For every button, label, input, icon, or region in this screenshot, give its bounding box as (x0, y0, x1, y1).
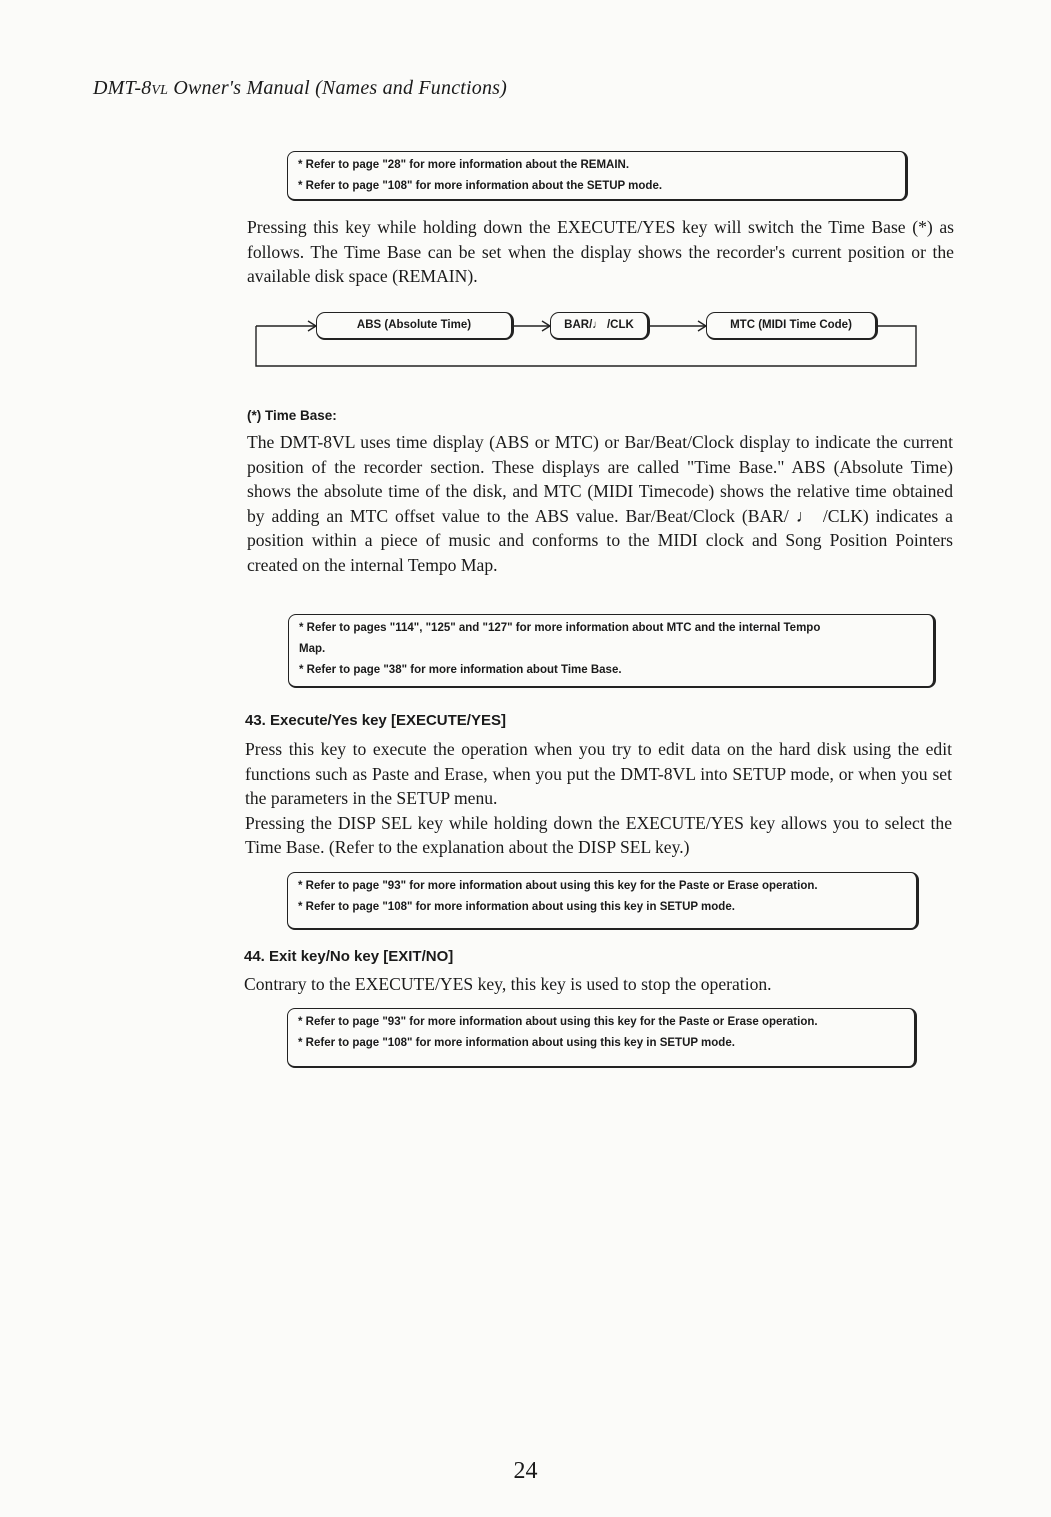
flow-box-bar-clk: BAR/♩ /CLK (550, 312, 650, 340)
page-header: DMT-8VL Owner's Manual (Names and Functions) (93, 77, 508, 99)
note-line: Map. (299, 643, 326, 655)
time-base-heading: (*) Time Base: (247, 408, 337, 423)
note-line: * Refer to page "38" for more information about Time Base. (299, 664, 622, 676)
note-line: * Refer to page "28" for more information about the REMAIN. (298, 159, 630, 171)
flow-box-abs: ABS (Absolute Time) (316, 312, 514, 340)
note-remain-setup (287, 151, 908, 201)
page-number: 24 (513, 1458, 538, 1484)
time-base-paragraph: The DMT-8VL uses time display (ABS or MTC) or Bar/Beat/Clock display to indicate the current position of the recorder section. These displays are called "Time Base." ABS (Absolute Time) shows the absolute time of the disk, and MTC (MIDI Timecode) shows the relative time obtained by adding an MTC offset value to the ABS value. Bar/Beat/Clock (BAR/ ♩ /CLK) indicates a position within a piece of music and conforms to the MIDI clock and Song Position Pointers created on the internal Tempo Map. (247, 432, 953, 575)
note-line: * Refer to page "93" for more information about using this key for the Paste or Erase operation. (298, 880, 818, 892)
time-base-flow-diagram (254, 304, 922, 374)
note-line: * Refer to page "108" for more information about using this key in SETUP mode. (298, 1037, 735, 1049)
flow-box-mtc: MTC (MIDI Time Code) (706, 312, 878, 340)
note-line: * Refer to page "108" for more information about using this key in SETUP mode. (298, 901, 735, 913)
section-44-body: Contrary to the EXECUTE/YES key, this key is used to stop the operation. (244, 974, 772, 994)
section-44-heading: 44. Exit key/No key [EXIT/NO] (244, 948, 454, 965)
note-line: * Refer to page "108" for more information about the SETUP mode. (298, 180, 663, 192)
note-mtc-tempo (288, 614, 936, 688)
note-execute (287, 872, 919, 930)
section-43-body: Press this key to execute the operation when you try to edit data on the hard disk using the edit functions such as Paste and Erase, when you put the DMT-8VL into SETUP mode, or when you set the parameters in the SETUP menu. Pressing the DISP SEL key while holding down the EXECUTE/YES key allows you to select the Time Base. (Refer to the explanation about the DISP SEL key.) (245, 739, 952, 858)
note-line: * Refer to page "93" for more information about using this key for the Paste or Erase operation. (298, 1016, 818, 1028)
note-exit (287, 1008, 917, 1068)
time-base-switch-paragraph: Pressing this key while holding down the EXECUTE/YES key will switch the Time Base (*) as follows. The Time Base can be set when the display shows the recorder's current position or the available disk space (REMAIN). (247, 217, 954, 287)
note-line: * Refer to pages "114", "125" and "127" for more information about MTC and the internal Tempo (299, 622, 821, 634)
section-43-heading: 43. Execute/Yes key [EXECUTE/YES] (245, 712, 506, 729)
